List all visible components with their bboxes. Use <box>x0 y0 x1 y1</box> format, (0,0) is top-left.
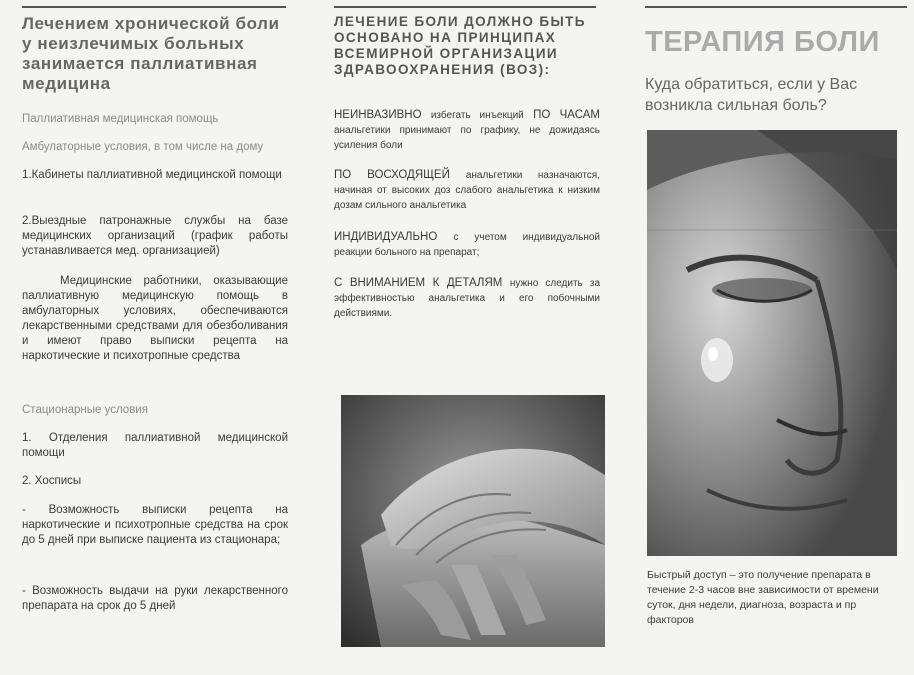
left-heading: Лечением хронической боли у неизлечимых больных занимается паллиативная медицина <box>22 14 280 93</box>
middle-top-rule <box>334 6 596 8</box>
left-top-rule <box>22 6 286 8</box>
principle-individual-text: с учетом индивидуальной реакции больного на препарат; <box>334 232 600 258</box>
principle-noninvasive-text: избегать инъекций <box>430 110 524 121</box>
principle-details-text: нужно следить за эффективностью анальгетика и его побочными действиями. <box>334 278 601 319</box>
middle-heading: ЛЕЧЕНИЕ БОЛИ ДОЛЖНО БЫТЬ ОСНОВАНО НА ПРИНЦИПАХ ВСЕМИРНОЙ ОРГАНИЗАЦИИ ЗДРАВООХРАНЕНИЯ (ВОЗ): <box>334 14 586 77</box>
right-caption: Быстрый доступ – это получение препарата в течение 2-3 часов вне зависимости от времени суток, дня недели, диагноза, возраста и пр факторов <box>647 569 879 626</box>
crying-face-photo <box>647 130 897 556</box>
principle-noninvasive-key: НЕИНВАЗИВНО <box>334 109 422 121</box>
hands-photo <box>341 395 605 647</box>
ambulatory-item-2: 2.Выездные патронажные службы на базе медицинских организаций (график работы устанавливается мед. организацией) <box>22 215 288 257</box>
right-subtitle: Куда обратиться, если у Вас возникла сильная боль? <box>645 76 858 114</box>
hands-illustration <box>341 395 605 647</box>
principle-hourly-key: ПО ЧАСАМ <box>533 109 600 121</box>
stationary-item-1: 1. Отделения паллиативной медицинской помощи <box>22 432 288 459</box>
ambulatory-paragraph: Медицинские работники, оказывающие паллиативную медицинскую помощь в амбулаторных условиях, обеспечиваются лекарственными средствами для обезболивания и имеют право выписки рецепта на наркотические и психотропные средства <box>22 275 288 362</box>
right-top-rule <box>645 6 907 8</box>
ambulatory-item-1: 1.Кабинеты паллиативной медицинской помощи <box>22 169 282 181</box>
stationary-bullet-1: - Возможность выписки рецепта на наркотические и психотропные средства на срок до 5 дней при выписке пациента из стационара; <box>22 504 288 546</box>
stationary-bullet-2: - Возможность выдачи на руки лекарственного препарата на срок до 5 дней <box>22 585 288 612</box>
left-intro: Паллиативная медицинская помощь <box>22 113 219 125</box>
right-title: ТЕРАПИЯ БОЛИ <box>645 26 880 58</box>
principle-details-key: С ВНИМАНИЕМ К ДЕТАЛЯМ <box>334 277 503 289</box>
stationary-item-2: 2. Хосписы <box>22 475 82 487</box>
principle-ascending-key: ПО ВОСХОДЯЩЕЙ <box>334 169 450 181</box>
principle-ascending-text: анальгетики назначаются, начиная от высоких доз слабого анальгетика к низким дозам сильного анальгетика <box>334 170 601 211</box>
principle-individual <box>334 230 600 260</box>
principle-noninvasive <box>334 108 600 153</box>
face-illustration <box>647 130 897 556</box>
principle-details <box>334 276 600 321</box>
principle-individual-key: ИНДИВИДУАЛЬНО <box>334 231 438 243</box>
stationary-title: Стационарные условия <box>22 404 148 416</box>
principle-ascending <box>334 168 600 213</box>
ambulatory-title: Амбулаторные условия, в том числе на дому <box>22 141 264 153</box>
principle-hourly-text: анальгетики принимают по графику, не дожидаясь усиления боли <box>334 125 600 151</box>
